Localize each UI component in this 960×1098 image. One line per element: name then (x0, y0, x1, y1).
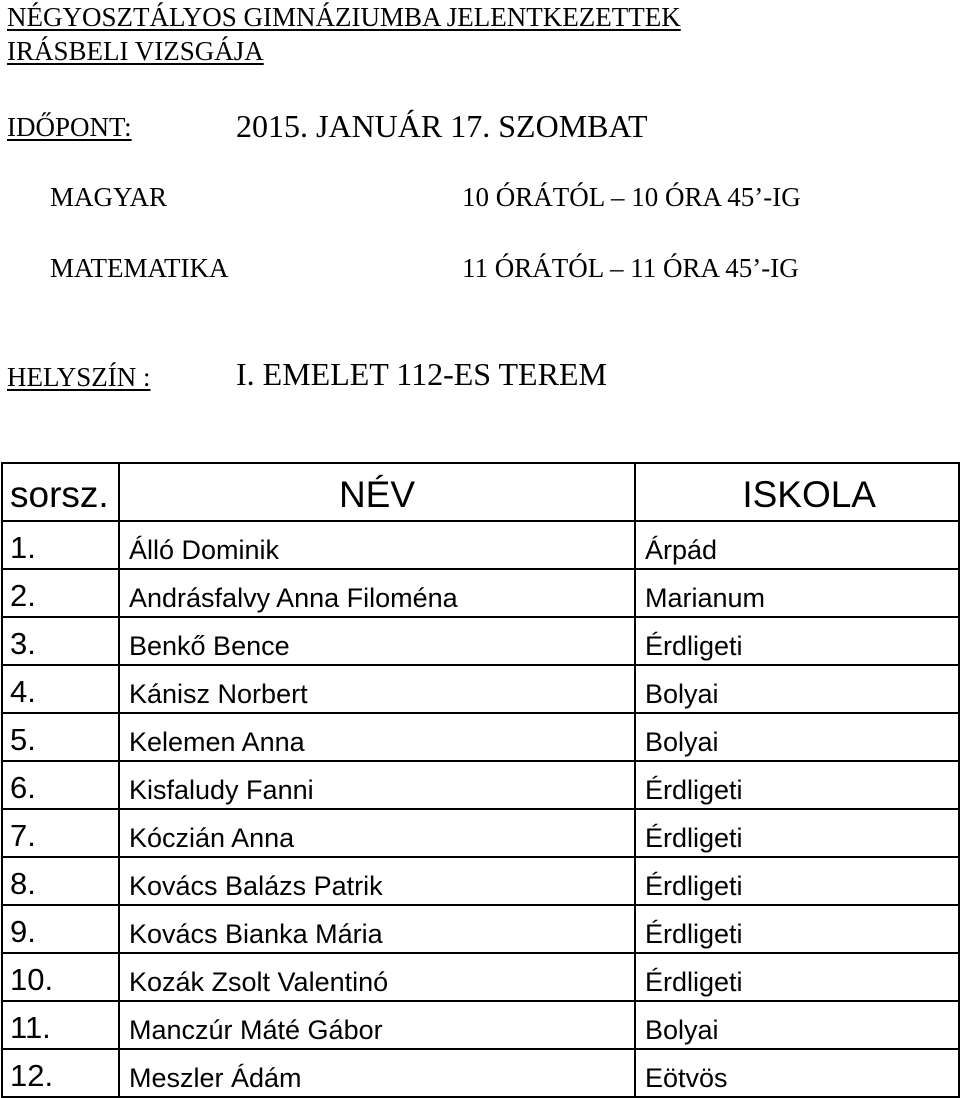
school-name: Bolyai (635, 713, 959, 761)
table-body (2, 521, 959, 1097)
student-name: Andrásfalvy Anna Filoména (119, 569, 635, 617)
school-name: Érdligeti (635, 953, 959, 1001)
row-number: 2. (2, 569, 119, 617)
school-name: Árpád (635, 521, 959, 569)
school-name: Érdligeti (635, 761, 959, 809)
student-name: Kisfaludy Fanni (119, 761, 635, 809)
row-number: 8. (2, 857, 119, 905)
table-row (2, 1001, 959, 1049)
row-number: 6. (2, 761, 119, 809)
table-row (2, 905, 959, 953)
header-name: NÉV (119, 463, 635, 521)
table-row (2, 569, 959, 617)
student-name: Kozák Zsolt Valentinó (119, 953, 635, 1001)
student-name: Kovács Bianka Mária (119, 905, 635, 953)
school-name: Érdligeti (635, 809, 959, 857)
location-label: HELYSZÍN : (7, 362, 151, 392)
table-header-row (2, 463, 959, 521)
time-label: IDŐPONT: (7, 112, 132, 142)
row-number: 11. (2, 1001, 119, 1049)
student-name: Kóczián Anna (119, 809, 635, 857)
candidate-table (1, 462, 958, 1098)
row-number: 1. (2, 521, 119, 569)
school-name: Érdligeti (635, 857, 959, 905)
table-row (2, 713, 959, 761)
school-name: Eötvös (635, 1049, 959, 1097)
subject-name-math: MATEMATIKA (50, 253, 229, 283)
subject-time-math: 11 ÓRÁTÓL – 11 ÓRA 45’-IG (462, 253, 799, 283)
exam-date: 2015. JANUÁR 17. SZOMBAT (236, 108, 648, 144)
student-name: Benkő Bence (119, 617, 635, 665)
document-title-line-2: IRÁSBELI VIZSGÁJA (7, 36, 264, 66)
student-name: Kelemen Anna (119, 713, 635, 761)
school-name: Érdligeti (635, 905, 959, 953)
table-row (2, 953, 959, 1001)
subject-time-hungarian: 10 ÓRÁTÓL – 10 ÓRA 45’-IG (462, 182, 801, 212)
table-row (2, 521, 959, 569)
school-name: Érdligeti (635, 617, 959, 665)
student-name: Manczúr Máté Gábor (119, 1001, 635, 1049)
location-value: I. EMELET 112-ES TEREM (236, 356, 607, 392)
table-row (2, 809, 959, 857)
row-number: 10. (2, 953, 119, 1001)
table-row (2, 1049, 959, 1097)
table-row (2, 617, 959, 665)
row-number: 5. (2, 713, 119, 761)
student-name: Álló Dominik (119, 521, 635, 569)
school-name: Bolyai (635, 1001, 959, 1049)
student-name: Kovács Balázs Patrik (119, 857, 635, 905)
row-number: 3. (2, 617, 119, 665)
row-number: 4. (2, 665, 119, 713)
subject-name-hungarian: MAGYAR (50, 182, 168, 212)
table-row (2, 857, 959, 905)
header-school: ISKOLA (635, 463, 959, 521)
row-number: 12. (2, 1049, 119, 1097)
student-name: Kánisz Norbert (119, 665, 635, 713)
school-name: Marianum (635, 569, 959, 617)
table-row (2, 665, 959, 713)
row-number: 9. (2, 905, 119, 953)
header-number: sorsz. (2, 463, 119, 521)
school-name: Bolyai (635, 665, 959, 713)
table-row (2, 761, 959, 809)
student-name: Meszler Ádám (119, 1049, 635, 1097)
document-title-line-1: NÉGYOSZTÁLYOS GIMNÁZIUMBA JELENTKEZETTEK (7, 2, 681, 32)
row-number: 7. (2, 809, 119, 857)
